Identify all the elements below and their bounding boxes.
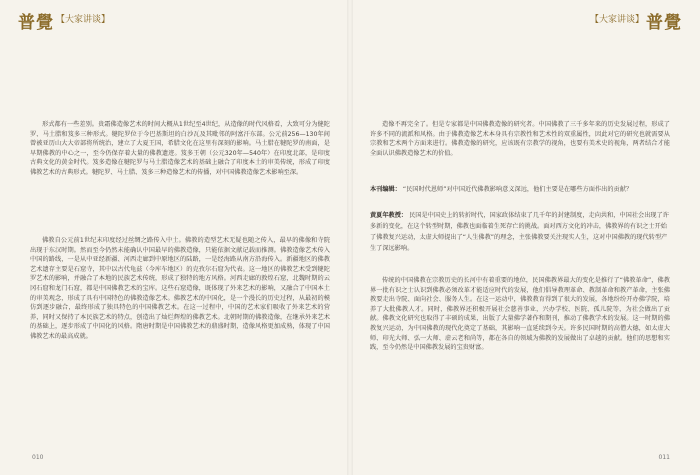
page-number: 011: [658, 454, 670, 461]
answer-text: 民国是中国史上的转折时代，国家政体结束了几千年的封建制度，走向共和，中国社会出现了许多新的变化，在这个转型时期，佛教也面临着生死存亡的挑战。面对西方文化的冲击，佛教界的有识之士开始了佛教复兴运动，太虚大师提出了“人生佛教”的理念，主张佛教要关注现实人生，这对中国佛教的现代转型产生了深远影响。: [370, 212, 669, 252]
interview-question: [370, 184, 660, 195]
question-label: 本刊编辑：: [370, 186, 401, 193]
body-paragraph: 形式都有一些差别。贵霜佛造像艺术的时间大概从1世纪至4世纪，从造像的时代风格看，大致可分为健陀罗、马土腊和笈多三种形式。犍陀罗位于今巴基斯坦的白沙瓦及其毗邻的阿富汗东部。公元前256—130年间曾被亚历山大大帝部将所统治，建立了大夏王国，希腊文化在这里有深刻的影响。马土腊在犍陀罗的南面，是早期佛教的中心之一，至今仍保存着大量的佛教遗迹。笈多王朝（公元320年—540年）在印度北部，是印度古典文化的黄金时代。笈多造像在犍陀罗与马土腊造像艺术的基础上融合了印度本土的审美传统，形成了印度佛教艺术的古典形式。犍陀罗、马土腊、笈多三种造像艺术的传播，对中国佛教造像艺术影响至深。: [30, 121, 330, 176]
page-number: 010: [32, 454, 44, 461]
body-paragraph: 造像不再完全了。但是专家都是中国佛教造像的研究者。中国佛教了三千多年来的历史发展过程，形成了许多不同的流派和风格。由于佛教造像艺术本身具有宗教性和艺术性的双重属性，因此对它的研究也就需要从宗教和艺术两个方面来进行。佛教造像的研究，应该既有宗教学的视角，也要有美术史的视角，两者结合才能全面认识佛教造像艺术的价值。: [370, 121, 670, 157]
magazine-logo: 普覺: [18, 13, 54, 33]
answer-label: 黄夏年教授：: [370, 212, 408, 219]
interview-answer: [370, 210, 670, 254]
series-title: 【大家讲谈】: [56, 15, 111, 25]
magazine-logo: 普覺: [646, 13, 682, 33]
body-paragraph: 传统的中国佛教在宗教历史的长河中有着重要的地位，民国佛教界最大的变化是推行了“佛教革命”，佛教界一批有识之士认识到佛教必须改革才能适应时代的发展，他们倡导教理革命、教制革命和教产革命，主张佛教要走出寺院、面向社会、服务人生。在这一运动中，佛教教育得到了很大的发展，各地纷纷开办佛学院，培养了大批佛教人才。同时，佛教界还积极开展社会慈善事业，兴办学校、医院、孤儿院等，为社会做出了贡献。佛教文化研究也取得了丰硕的成果，出版了大量佛学著作和期刊，推动了佛教学术的发展。这一时期的佛教复兴运动，为中国佛教的现代化奠定了基础，其影响一直延续到今天。许多民国时期的高僧大德，如太虚大师、印光大师、弘一大师、虚云老和尚等，都在各自的领域为佛教的发展做出了卓越的贡献。他们的思想和实践，至今仍然是中国佛教发展的宝贵财富。: [370, 277, 670, 352]
series-title: 【大家讲谈】: [589, 15, 644, 25]
body-paragraph: 佛教自公元前1世纪末印度经过丝绸之路传入中土。佛教的造型艺术无疑也随之传入，最早的佛像和寺院出现于东汉时期。然而至今仍然未能确认中国最早的佛教造像，只能依据文献记载而推测。佛教造像艺术传入中国的路线，一是从中亚经新疆、河西走廊到中原地区的陆路，一是经海路从南方沿海传入。新疆地区的佛教艺术遗存主要是石窟寺，其中以古代龟兹（今库车地区）的克孜尔石窟为代表。这一地区的佛教艺术受到犍陀罗艺术的影响，并融合了本地的民族艺术传统，形成了独特的地方风格。河西走廊的敦煌石窟，北魏时期的云冈石窟和龙门石窟，都是中国佛教艺术的宝库。这些石窟造像，既体现了外来艺术的影响，又融合了中国本土的审美观念，形成了具有中国特色的佛教造像艺术。佛教艺术的中国化，是一个漫长的历史过程，从最初的模仿到逐步融合，最终形成了独具特色的中国佛教艺术。在这一过程中，中国的艺术家们吸收了外来艺术的营养，同时又保持了本民族艺术的特点，创造出了灿烂辉煌的佛教艺术。北朝时期的佛教造像，在继承外来艺术的基础上，逐步形成了中国化的风格。隋唐时期是中国佛教艺术的鼎盛时期，造像风格更加成熟，体现了中国佛教艺术的最高成就。: [30, 237, 330, 340]
right-page: [350, 0, 700, 475]
question-text: “民国时代恩师”对中国近代佛教影响意义深远，他们主要是在哪些方面作出的贡献？: [402, 186, 633, 193]
